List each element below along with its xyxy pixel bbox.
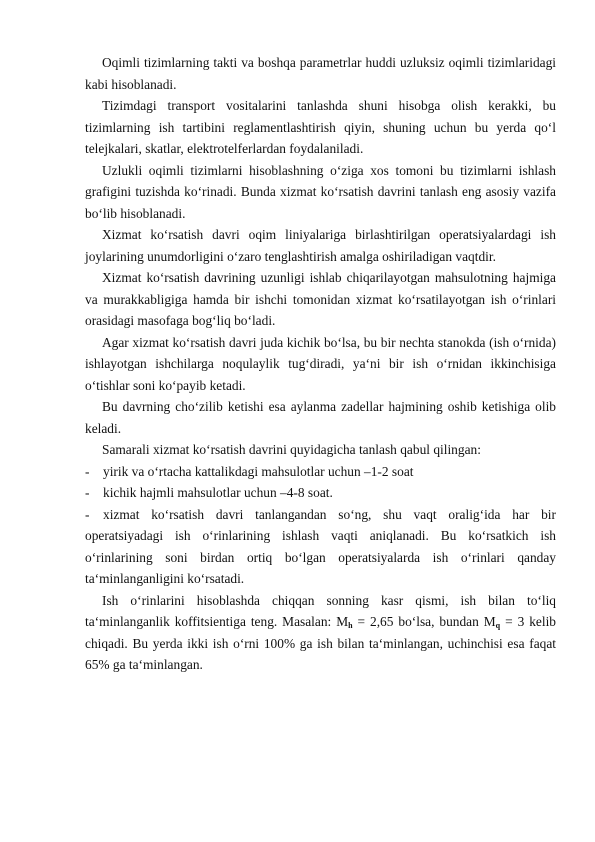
paragraph-4: Xizmat ko‘rsatish davri oqim liniyalariga birlashtirilgan operatsiyalardagi ish joylarining unumdorligini o‘zaro tenglashtirish amalga oshiriladigan vaqtdir. (85, 227, 556, 264)
paragraph-5: Xizmat ko‘rsatish davrining uzunligi ishlab chiqarilayotgan mahsulotning hajmiga va murakkabligiga hamda bir ishchi tomonidan xizmat ko‘rsatilayotgan ish o‘rinlari orasidagi masofaga bog‘liq bo‘ladi. (85, 270, 556, 328)
list-item (85, 461, 556, 483)
list-item (85, 482, 556, 504)
subscript-h: h (348, 621, 353, 630)
document-page (85, 52, 556, 676)
paragraph-9-part3: = 3 kelib chiqadi. Bu yerda ikki ish o‘rni 100% ga ish bilan ta‘minlangan, uchinchisi esa faqat 65% ga ta‘minlangan. (85, 614, 556, 672)
list-item (85, 504, 556, 590)
paragraph-2: Tizimdagi transport vositalarini tanlashda shuni hisobga olish kerakki, bu tizimlarning ish tartibini reglamentlashtirish qiyin, shuning uchun bu yerda qo‘l telejkalari, skatlar, elektrotelferlardan foydalaniladi. (85, 98, 556, 156)
paragraph-9 (85, 590, 556, 676)
list-dash: - (85, 485, 90, 500)
paragraph-9-part1: Ish o‘rinlarini hisoblashda chiqqan sonning kasr qismi, ish bilan to‘liq ta‘minlanganlik koffitsientiga teng. Masalan: M (85, 592, 556, 629)
subscript-q: q (495, 621, 501, 630)
paragraph-7: Bu davrning cho‘zilib ketishi esa aylanma zadellar hajmining oshib ketishiga olib keladi. (85, 399, 556, 436)
list-item-text: yirik va o‘rtacha kattalikdagi mahsulotlar uchun –1-2 soat (103, 463, 414, 479)
paragraph-6: Agar xizmat ko‘rsatish davri juda kichik bo‘lsa, bu bir nechta stanokda (ish o‘rnida) ishlayotgan ishchilarga noqulaylik tug‘diradi, ya‘ni bir ish o‘rnidan ikkinchisiga o‘tishlar soni ko‘payib ketadi. (85, 334, 556, 393)
paragraph-8: Samarali xizmat ko‘rsatish davrini quyidagicha tanlash qabul qilingan: (102, 442, 481, 457)
list-item-text: kichik hajmli mahsulotlar uchun –4-8 soat. (103, 485, 333, 500)
list-item-text: xizmat ko‘rsatish davri tanlangandan so‘ng, shu vaqt oralig‘ida har bir operatsiyadagi ish o‘rinlarining ishlash vaqti aniqlanadi. Bu ko‘rsatkich ish o‘rinlarining soni birdan ortiq bo‘lgan operatsiyalarda ish o‘rinlari qanday ta‘minlanganligini ko‘rsatadi. (85, 506, 556, 586)
list-dash: - (85, 506, 90, 522)
paragraph-9-part2: = 2,65 bo‘lsa, bundan M (352, 614, 496, 629)
paragraph-1: Oqimli tizimlarning takti va boshqa parametrlar huddi uzluksiz oqimli tizimlaridagi kabi hisoblanadi. (85, 55, 556, 92)
list-dash: - (85, 463, 90, 479)
paragraph-3: Uzlukli oqimli tizimlarni hisoblashning o‘ziga xos tomoni bu tizimlarni ishlash grafigini tuzishda ko‘rinadi. Bunda xizmat ko‘rsatish davrini tanlash eng asosiy vazifa bo‘lib hisoblanadi. (85, 162, 556, 221)
